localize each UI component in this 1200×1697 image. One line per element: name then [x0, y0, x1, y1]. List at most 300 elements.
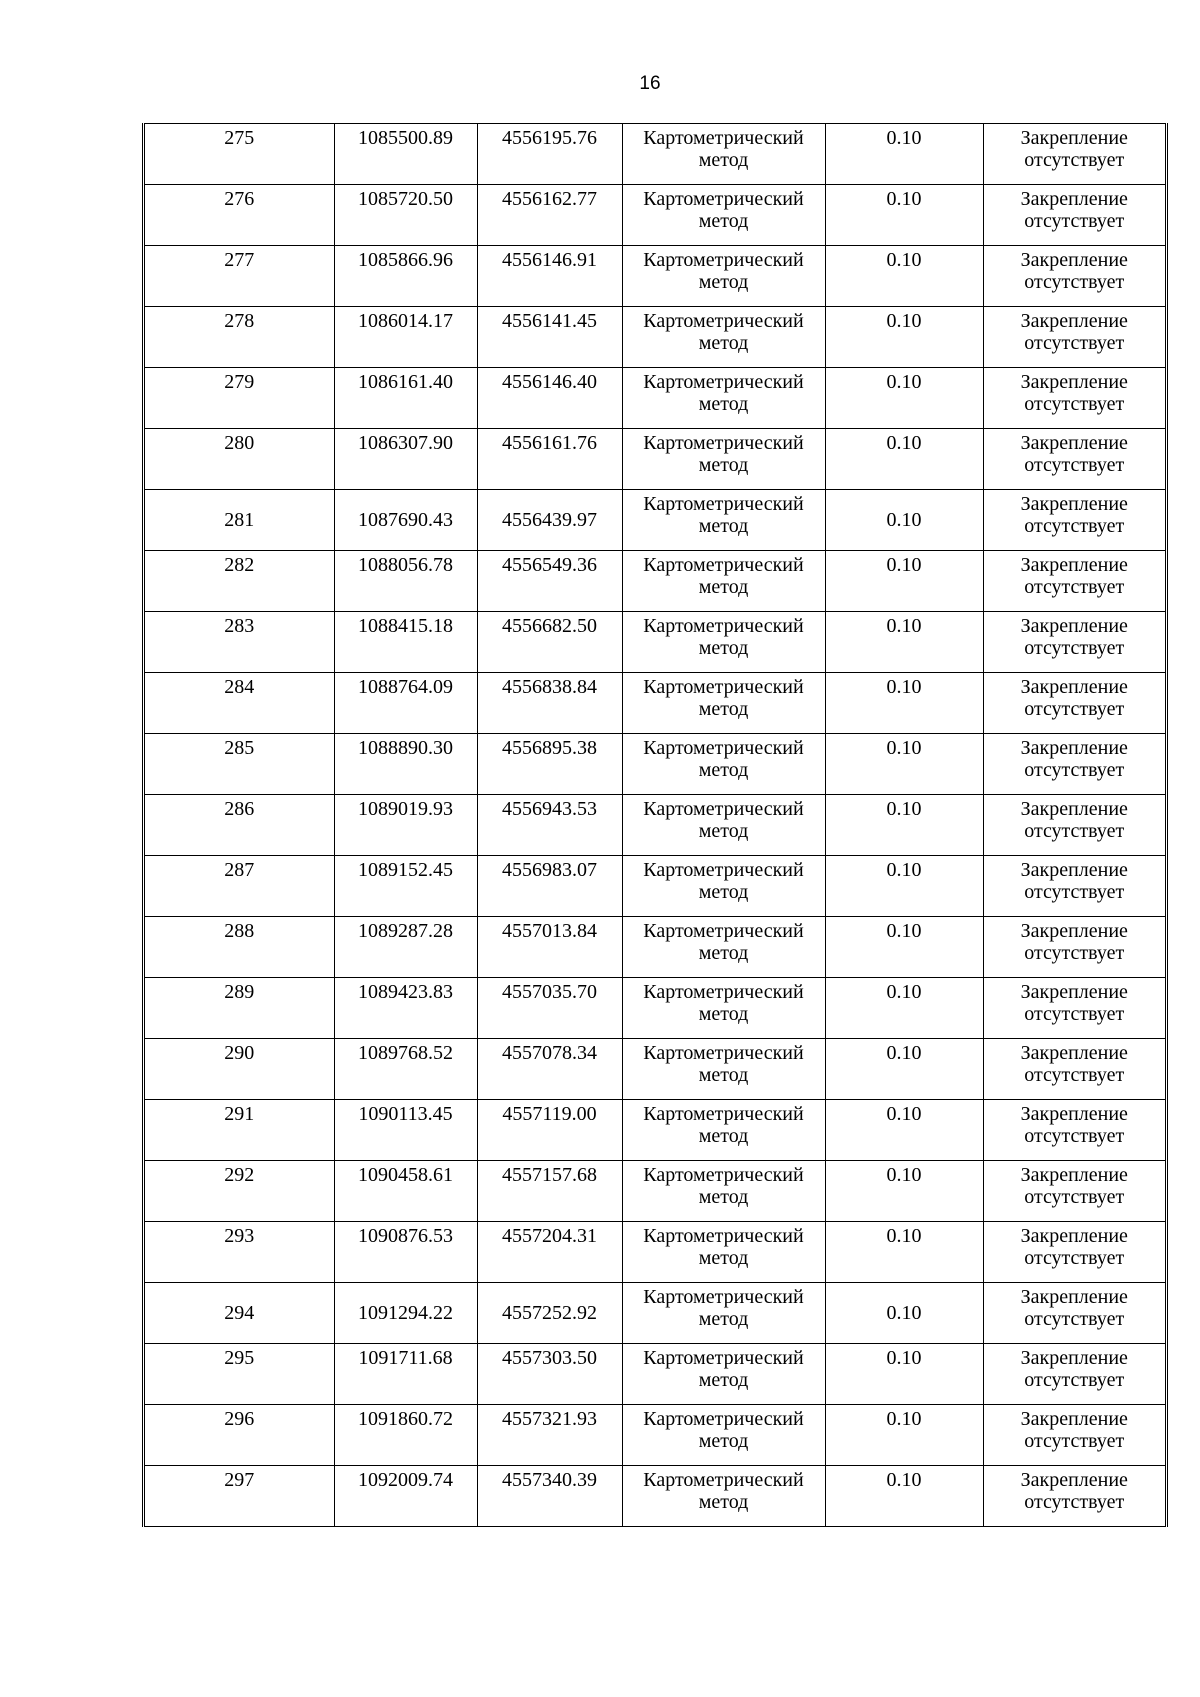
method-cell-text: Картометрический метод	[643, 432, 804, 476]
table-row	[145, 1466, 1165, 1527]
method-cell	[622, 124, 825, 185]
method-cell-text: Картометрический метод	[643, 859, 804, 903]
accuracy-cell-text: 0.10	[886, 310, 922, 332]
accuracy-cell	[825, 1100, 983, 1161]
x-coordinate-cell-text: 1090876.53	[358, 1225, 453, 1247]
fixing-description-cell	[983, 551, 1165, 612]
y-coordinate-cell	[477, 307, 622, 368]
method-cell	[622, 1039, 825, 1100]
point-number-cell-text: 279	[224, 371, 255, 393]
x-coordinate-cell-text: 1089768.52	[358, 1042, 453, 1064]
method-cell-text: Картометрический метод	[643, 554, 804, 598]
y-coordinate-cell	[477, 917, 622, 978]
accuracy-cell-text: 0.10	[886, 615, 922, 637]
x-coordinate-cell	[334, 856, 477, 917]
point-number-cell	[145, 1405, 334, 1466]
accuracy-cell	[825, 1466, 983, 1527]
y-coordinate-cell	[477, 1039, 622, 1100]
fixing-description-cell-text: Закрепление отсутствует	[1020, 676, 1128, 720]
fixing-description-cell-text: Закрепление отсутствует	[1020, 1408, 1128, 1452]
fixing-description-cell-text: Закрепление отсутствует	[1020, 1225, 1128, 1269]
method-cell-text: Картометрический метод	[643, 981, 804, 1025]
table-row	[145, 1222, 1165, 1283]
x-coordinate-cell	[334, 1283, 477, 1344]
accuracy-cell	[825, 734, 983, 795]
accuracy-cell-text: 0.10	[886, 432, 922, 454]
fixing-description-cell	[983, 1222, 1165, 1283]
method-cell	[622, 1344, 825, 1405]
table-row	[145, 307, 1165, 368]
point-number-cell	[145, 368, 334, 429]
point-number-cell-text: 288	[224, 920, 255, 942]
fixing-description-cell	[983, 429, 1165, 490]
y-coordinate-cell-text: 4557078.34	[502, 1042, 597, 1064]
x-coordinate-cell	[334, 246, 477, 307]
method-cell	[622, 1466, 825, 1527]
point-number-cell	[145, 856, 334, 917]
method-cell-text: Картометрический метод	[643, 1164, 804, 1208]
x-coordinate-cell	[334, 1100, 477, 1161]
method-cell	[622, 368, 825, 429]
fixing-description-cell	[983, 673, 1165, 734]
accuracy-cell-text: 0.10	[886, 127, 922, 149]
x-coordinate-cell	[334, 917, 477, 978]
accuracy-cell	[825, 1039, 983, 1100]
method-cell-text: Картометрический метод	[643, 493, 804, 537]
point-number-cell-text: 294	[224, 1302, 255, 1324]
accuracy-cell	[825, 246, 983, 307]
table-row	[145, 1283, 1165, 1344]
method-cell	[622, 246, 825, 307]
accuracy-cell-text: 0.10	[886, 1408, 922, 1430]
point-number-cell-text: 297	[224, 1469, 255, 1491]
y-coordinate-cell-text: 4557321.93	[502, 1408, 597, 1430]
fixing-description-cell-text: Закрепление отсутствует	[1020, 1042, 1128, 1086]
x-coordinate-cell-text: 1092009.74	[358, 1469, 453, 1491]
x-coordinate-cell	[334, 734, 477, 795]
table-row	[145, 368, 1165, 429]
fixing-description-cell	[983, 246, 1165, 307]
x-coordinate-cell	[334, 551, 477, 612]
x-coordinate-cell-text: 1091860.72	[358, 1408, 453, 1430]
method-cell-text: Картометрический метод	[643, 1347, 804, 1391]
y-coordinate-cell	[477, 856, 622, 917]
y-coordinate-cell	[477, 795, 622, 856]
x-coordinate-cell-text: 1090113.45	[358, 1103, 453, 1125]
x-coordinate-cell-text: 1085500.89	[358, 127, 453, 149]
fixing-description-cell	[983, 185, 1165, 246]
fixing-description-cell	[983, 856, 1165, 917]
point-number-cell-text: 295	[224, 1347, 255, 1369]
y-coordinate-cell	[477, 1344, 622, 1405]
method-cell-text: Картометрический метод	[643, 1042, 804, 1086]
table-row	[145, 978, 1165, 1039]
fixing-description-cell	[983, 978, 1165, 1039]
x-coordinate-cell-text: 1088764.09	[358, 676, 453, 698]
y-coordinate-cell	[477, 1222, 622, 1283]
y-coordinate-cell	[477, 673, 622, 734]
point-number-cell-text: 281	[224, 509, 255, 531]
point-number-cell	[145, 1222, 334, 1283]
accuracy-cell-text: 0.10	[886, 1347, 922, 1369]
fixing-description-cell	[983, 490, 1165, 551]
y-coordinate-cell-text: 4557340.39	[502, 1469, 597, 1491]
accuracy-cell	[825, 429, 983, 490]
y-coordinate-cell-text: 4556141.45	[502, 310, 597, 332]
y-coordinate-cell	[477, 978, 622, 1039]
y-coordinate-cell-text: 4556162.77	[502, 188, 597, 210]
point-number-cell	[145, 1100, 334, 1161]
x-coordinate-cell-text: 1089019.93	[358, 798, 453, 820]
method-cell	[622, 1405, 825, 1466]
x-coordinate-cell-text: 1087690.43	[358, 509, 453, 531]
y-coordinate-cell-text: 4557204.31	[502, 1225, 597, 1247]
x-coordinate-cell	[334, 1161, 477, 1222]
point-number-cell	[145, 124, 334, 185]
fixing-description-cell-text: Закрепление отсутствует	[1020, 310, 1128, 354]
y-coordinate-cell-text: 4557303.50	[502, 1347, 597, 1369]
fixing-description-cell	[983, 1344, 1165, 1405]
fixing-description-cell-text: Закрепление отсутствует	[1020, 798, 1128, 842]
fixing-description-cell-text: Закрепление отсутствует	[1020, 920, 1128, 964]
fixing-description-cell	[983, 1466, 1165, 1527]
method-cell-text: Картометрический метод	[643, 371, 804, 415]
table-row	[145, 1344, 1165, 1405]
method-cell-text: Картометрический метод	[643, 676, 804, 720]
y-coordinate-cell-text: 4556983.07	[502, 859, 597, 881]
method-cell	[622, 734, 825, 795]
point-number-cell-text: 289	[224, 981, 255, 1003]
accuracy-cell	[825, 490, 983, 551]
y-coordinate-cell-text: 4556943.53	[502, 798, 597, 820]
table-row	[145, 734, 1165, 795]
method-cell-text: Картометрический метод	[643, 920, 804, 964]
point-number-cell-text: 284	[224, 676, 255, 698]
accuracy-cell	[825, 1161, 983, 1222]
y-coordinate-cell-text: 4556439.97	[502, 509, 597, 531]
y-coordinate-cell	[477, 612, 622, 673]
accuracy-cell-text: 0.10	[886, 371, 922, 393]
point-number-cell-text: 296	[224, 1408, 255, 1430]
point-number-cell	[145, 795, 334, 856]
method-cell-text: Картометрический метод	[643, 615, 804, 659]
table-row	[145, 429, 1165, 490]
accuracy-cell	[825, 1222, 983, 1283]
x-coordinate-cell	[334, 368, 477, 429]
table-row	[145, 795, 1165, 856]
accuracy-cell-text: 0.10	[886, 859, 922, 881]
accuracy-cell	[825, 1344, 983, 1405]
x-coordinate-cell	[334, 124, 477, 185]
table-row	[145, 673, 1165, 734]
coordinates-table-frame	[142, 123, 1168, 1527]
accuracy-cell	[825, 612, 983, 673]
x-coordinate-cell-text: 1089287.28	[358, 920, 453, 942]
method-cell	[622, 1283, 825, 1344]
y-coordinate-cell	[477, 1405, 622, 1466]
y-coordinate-cell	[477, 368, 622, 429]
y-coordinate-cell-text: 4556682.50	[502, 615, 597, 637]
accuracy-cell-text: 0.10	[886, 1042, 922, 1064]
table-row	[145, 917, 1165, 978]
x-coordinate-cell-text: 1088415.18	[358, 615, 453, 637]
y-coordinate-cell	[477, 1466, 622, 1527]
x-coordinate-cell-text: 1086014.17	[358, 310, 453, 332]
x-coordinate-cell	[334, 185, 477, 246]
x-coordinate-cell	[334, 612, 477, 673]
point-number-cell	[145, 1039, 334, 1100]
x-coordinate-cell	[334, 1405, 477, 1466]
accuracy-cell-text: 0.10	[886, 554, 922, 576]
x-coordinate-cell-text: 1085866.96	[358, 249, 453, 271]
y-coordinate-cell	[477, 1100, 622, 1161]
accuracy-cell	[825, 917, 983, 978]
x-coordinate-cell	[334, 1039, 477, 1100]
point-number-cell	[145, 490, 334, 551]
accuracy-cell-text: 0.10	[886, 737, 922, 759]
fixing-description-cell-text: Закрепление отсутствует	[1020, 432, 1128, 476]
table-row	[145, 185, 1165, 246]
point-number-cell-text: 292	[224, 1164, 255, 1186]
accuracy-cell	[825, 1405, 983, 1466]
point-number-cell-text: 278	[224, 310, 255, 332]
method-cell	[622, 307, 825, 368]
accuracy-cell	[825, 368, 983, 429]
method-cell	[622, 185, 825, 246]
accuracy-cell	[825, 124, 983, 185]
x-coordinate-cell	[334, 1222, 477, 1283]
table-row	[145, 1100, 1165, 1161]
fixing-description-cell-text: Закрепление отсутствует	[1020, 249, 1128, 293]
y-coordinate-cell-text: 4557035.70	[502, 981, 597, 1003]
method-cell-text: Картометрический метод	[643, 1225, 804, 1269]
y-coordinate-cell	[477, 1283, 622, 1344]
fixing-description-cell-text: Закрепление отсутствует	[1020, 1103, 1128, 1147]
accuracy-cell-text: 0.10	[886, 981, 922, 1003]
fixing-description-cell	[983, 612, 1165, 673]
method-cell	[622, 795, 825, 856]
y-coordinate-cell-text: 4556195.76	[502, 127, 597, 149]
point-number-cell-text: 287	[224, 859, 255, 881]
x-coordinate-cell-text: 1091711.68	[358, 1347, 453, 1369]
method-cell	[622, 1222, 825, 1283]
fixing-description-cell	[983, 1100, 1165, 1161]
accuracy-cell-text: 0.10	[886, 249, 922, 271]
method-cell-text: Картометрический метод	[643, 1408, 804, 1452]
point-number-cell-text: 285	[224, 737, 255, 759]
point-number-cell-text: 276	[224, 188, 255, 210]
accuracy-cell-text: 0.10	[886, 188, 922, 210]
point-number-cell-text: 280	[224, 432, 255, 454]
accuracy-cell-text: 0.10	[886, 676, 922, 698]
x-coordinate-cell	[334, 429, 477, 490]
point-number-cell	[145, 612, 334, 673]
y-coordinate-cell	[477, 490, 622, 551]
table-row	[145, 124, 1165, 185]
point-number-cell	[145, 734, 334, 795]
accuracy-cell-text: 0.10	[886, 1302, 922, 1324]
point-number-cell-text: 291	[224, 1103, 255, 1125]
method-cell	[622, 978, 825, 1039]
point-number-cell-text: 275	[224, 127, 255, 149]
fixing-description-cell-text: Закрепление отсутствует	[1020, 737, 1128, 781]
point-number-cell	[145, 1283, 334, 1344]
method-cell	[622, 490, 825, 551]
fixing-description-cell	[983, 795, 1165, 856]
point-number-cell	[145, 1161, 334, 1222]
y-coordinate-cell-text: 4556146.40	[502, 371, 597, 393]
accuracy-cell-text: 0.10	[886, 1103, 922, 1125]
x-coordinate-cell-text: 1088056.78	[358, 554, 453, 576]
y-coordinate-cell	[477, 246, 622, 307]
accuracy-cell	[825, 185, 983, 246]
y-coordinate-cell	[477, 185, 622, 246]
accuracy-cell	[825, 856, 983, 917]
fixing-description-cell-text: Закрепление отсутствует	[1020, 371, 1128, 415]
y-coordinate-cell-text: 4556838.84	[502, 676, 597, 698]
accuracy-cell	[825, 551, 983, 612]
x-coordinate-cell	[334, 1466, 477, 1527]
fixing-description-cell	[983, 1405, 1165, 1466]
point-number-cell	[145, 429, 334, 490]
x-coordinate-cell-text: 1089152.45	[358, 859, 453, 881]
point-number-cell-text: 290	[224, 1042, 255, 1064]
y-coordinate-cell-text: 4557157.68	[502, 1164, 597, 1186]
y-coordinate-cell-text: 4557013.84	[502, 920, 597, 942]
x-coordinate-cell-text: 1086161.40	[358, 371, 453, 393]
fixing-description-cell-text: Закрепление отсутствует	[1020, 188, 1128, 232]
x-coordinate-cell-text: 1089423.83	[358, 981, 453, 1003]
table-row	[145, 551, 1165, 612]
point-number-cell-text: 277	[224, 249, 255, 271]
table-row	[145, 1161, 1165, 1222]
table-row	[145, 246, 1165, 307]
x-coordinate-cell-text: 1086307.90	[358, 432, 453, 454]
y-coordinate-cell-text: 4557252.92	[502, 1302, 597, 1324]
accuracy-cell-text: 0.10	[886, 920, 922, 942]
fixing-description-cell-text: Закрепление отсутствует	[1020, 127, 1128, 171]
point-number-cell-text: 282	[224, 554, 255, 576]
fixing-description-cell-text: Закрепление отсутствует	[1020, 1347, 1128, 1391]
x-coordinate-cell-text: 1085720.50	[358, 188, 453, 210]
fixing-description-cell	[983, 1283, 1165, 1344]
accuracy-cell	[825, 673, 983, 734]
y-coordinate-cell	[477, 551, 622, 612]
coordinates-table	[145, 123, 1165, 1527]
y-coordinate-cell	[477, 429, 622, 490]
y-coordinate-cell-text: 4556161.76	[502, 432, 597, 454]
accuracy-cell	[825, 307, 983, 368]
y-coordinate-cell-text: 4557119.00	[502, 1103, 597, 1125]
method-cell-text: Картометрический метод	[643, 249, 804, 293]
accuracy-cell-text: 0.10	[886, 1225, 922, 1247]
fixing-description-cell-text: Закрепление отсутствует	[1020, 554, 1128, 598]
accuracy-cell-text: 0.10	[886, 1469, 922, 1491]
fixing-description-cell	[983, 1161, 1165, 1222]
table-row	[145, 490, 1165, 551]
method-cell	[622, 856, 825, 917]
point-number-cell	[145, 307, 334, 368]
point-number-cell	[145, 551, 334, 612]
y-coordinate-cell-text: 4556895.38	[502, 737, 597, 759]
x-coordinate-cell	[334, 1344, 477, 1405]
fixing-description-cell	[983, 917, 1165, 978]
fixing-description-cell	[983, 1039, 1165, 1100]
x-coordinate-cell-text: 1088890.30	[358, 737, 453, 759]
method-cell	[622, 673, 825, 734]
point-number-cell	[145, 185, 334, 246]
point-number-cell	[145, 978, 334, 1039]
point-number-cell-text: 286	[224, 798, 255, 820]
table-row	[145, 1405, 1165, 1466]
fixing-description-cell-text: Закрепление отсутствует	[1020, 859, 1128, 903]
fixing-description-cell-text: Закрепление отсутствует	[1020, 1469, 1128, 1513]
x-coordinate-cell-text: 1090458.61	[358, 1164, 453, 1186]
accuracy-cell-text: 0.10	[886, 798, 922, 820]
accuracy-cell-text: 0.10	[886, 509, 922, 531]
method-cell-text: Картометрический метод	[643, 798, 804, 842]
point-number-cell	[145, 917, 334, 978]
fixing-description-cell	[983, 124, 1165, 185]
fixing-description-cell-text: Закрепление отсутствует	[1020, 615, 1128, 659]
method-cell-text: Картометрический метод	[643, 188, 804, 232]
table-row	[145, 1039, 1165, 1100]
point-number-cell	[145, 1344, 334, 1405]
table-row	[145, 612, 1165, 673]
table-body	[145, 124, 1165, 1527]
method-cell	[622, 1100, 825, 1161]
point-number-cell	[145, 246, 334, 307]
point-number-cell	[145, 673, 334, 734]
x-coordinate-cell	[334, 490, 477, 551]
y-coordinate-cell-text: 4556549.36	[502, 554, 597, 576]
point-number-cell-text: 283	[224, 615, 255, 637]
x-coordinate-cell-text: 1091294.22	[358, 1302, 453, 1324]
accuracy-cell	[825, 795, 983, 856]
accuracy-cell	[825, 978, 983, 1039]
fixing-description-cell-text: Закрепление отсутствует	[1020, 1164, 1128, 1208]
accuracy-cell-text: 0.10	[886, 1164, 922, 1186]
x-coordinate-cell	[334, 795, 477, 856]
fixing-description-cell	[983, 368, 1165, 429]
y-coordinate-cell	[477, 124, 622, 185]
fixing-description-cell-text: Закрепление отсутствует	[1020, 1286, 1128, 1330]
x-coordinate-cell	[334, 307, 477, 368]
y-coordinate-cell	[477, 1161, 622, 1222]
point-number-cell	[145, 1466, 334, 1527]
method-cell	[622, 917, 825, 978]
method-cell-text: Картометрический метод	[643, 737, 804, 781]
method-cell	[622, 429, 825, 490]
fixing-description-cell	[983, 734, 1165, 795]
fixing-description-cell-text: Закрепление отсутствует	[1020, 981, 1128, 1025]
y-coordinate-cell-text: 4556146.91	[502, 249, 597, 271]
method-cell-text: Картометрический метод	[643, 310, 804, 354]
x-coordinate-cell	[334, 978, 477, 1039]
method-cell	[622, 551, 825, 612]
method-cell-text: Картометрический метод	[643, 1286, 804, 1330]
method-cell	[622, 612, 825, 673]
accuracy-cell	[825, 1283, 983, 1344]
y-coordinate-cell	[477, 734, 622, 795]
fixing-description-cell	[983, 307, 1165, 368]
method-cell-text: Картометрический метод	[643, 1103, 804, 1147]
page-number: 16	[639, 73, 661, 94]
table-row	[145, 856, 1165, 917]
point-number-cell-text: 293	[224, 1225, 255, 1247]
x-coordinate-cell	[334, 673, 477, 734]
method-cell	[622, 1161, 825, 1222]
